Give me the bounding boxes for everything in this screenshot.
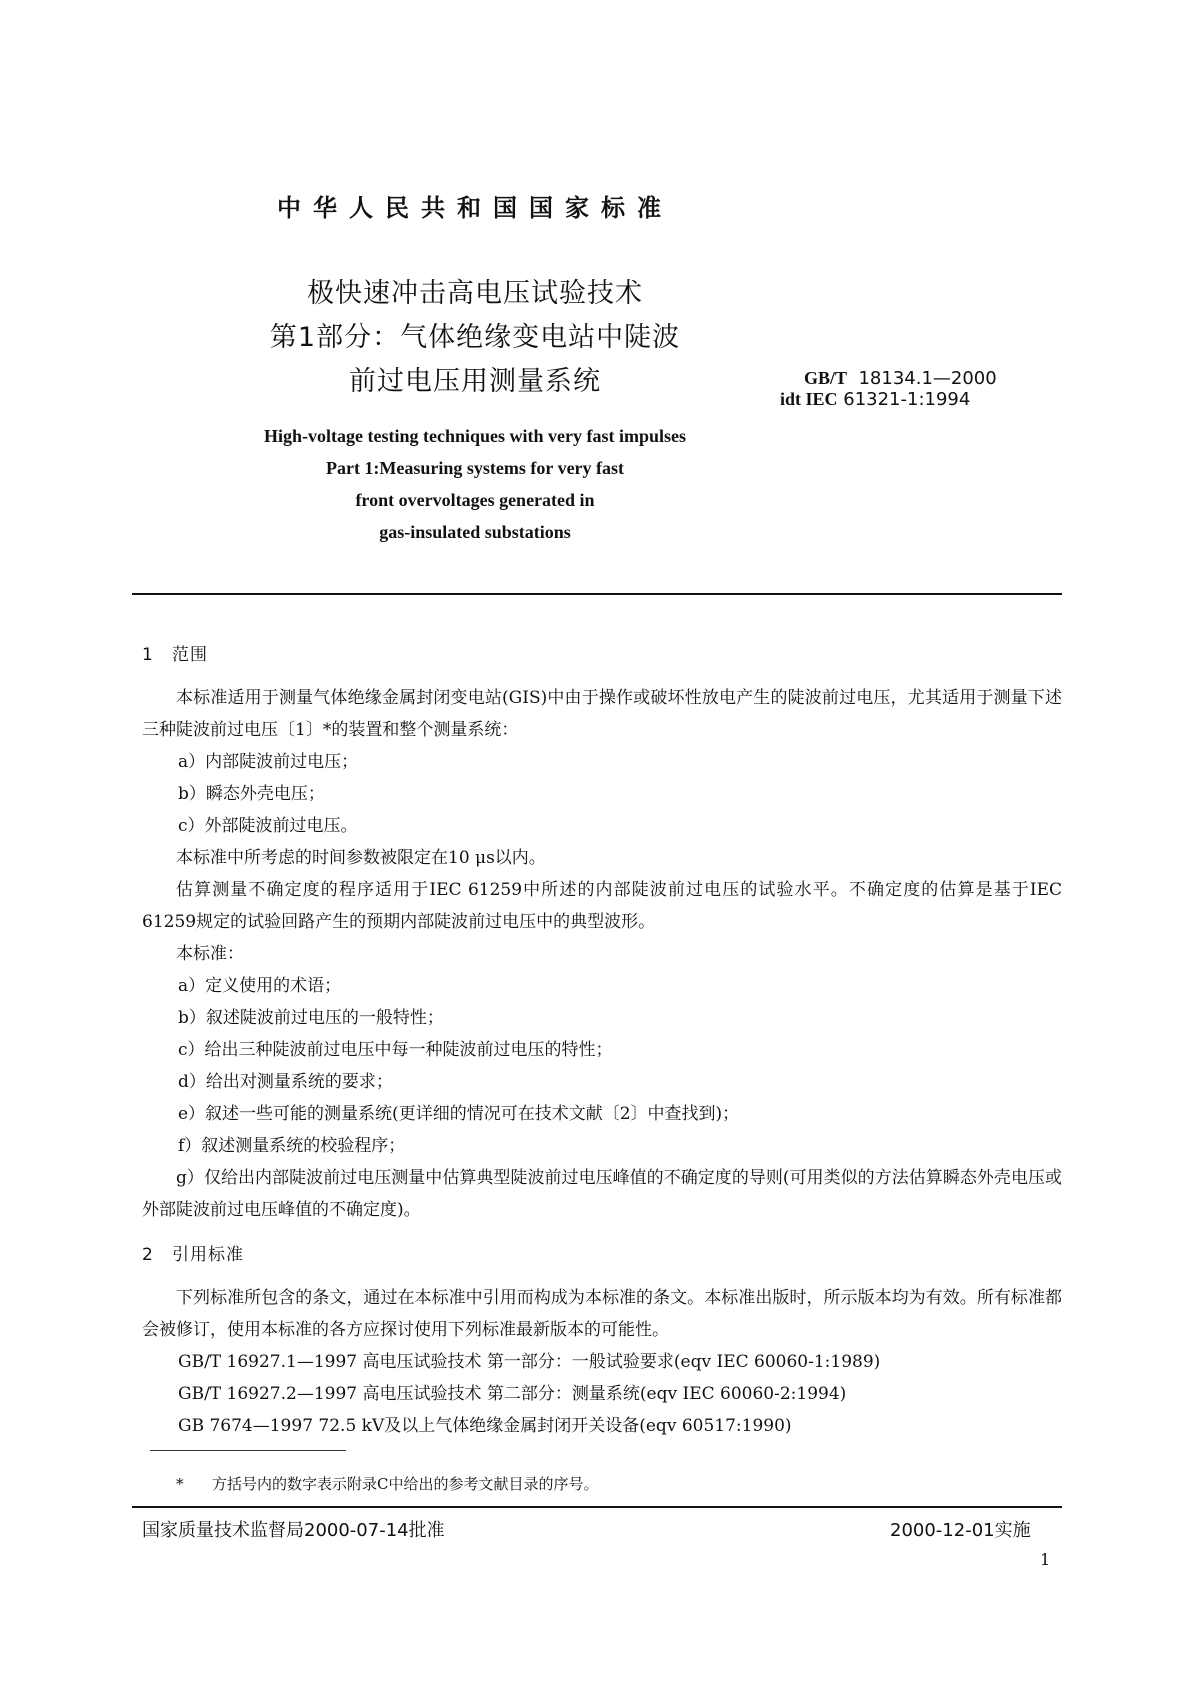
page-number: 1	[1040, 1550, 1051, 1569]
section-2-title: 引用标准	[172, 1245, 244, 1265]
english-title-line-4: gas-insulated substations	[379, 522, 571, 542]
standard-number: GB/T 18134.1—2000	[804, 368, 997, 389]
standard-number-block	[780, 368, 997, 410]
footnote-text: 方括号内的数字表示附录C中给出的参考文献目录的序号。	[212, 1475, 599, 1493]
standard-intro-paragraph: 本标准：	[176, 944, 244, 964]
english-title-line-2: Part 1:Measuring systems for very fast	[325, 458, 625, 478]
list-item: c）外部陡波前过电压。	[178, 816, 358, 836]
section-1-heading	[142, 640, 208, 665]
approval-date: 国家质量技术监督局2000-07-14批准	[142, 1520, 445, 1541]
footnote-mark: *	[176, 1475, 184, 1493]
uncertainty-paragraph: 估算测量不确定度的程序适用于IEC 61259中所述的内部陡波前过电压的试验水平。不确定度的估算是基于IEC 61259规定的试验回路产生的预期内部陡波前过电压中的典型波形。	[142, 880, 1062, 932]
scope-paragraph: 本标准适用于测量气体绝缘金属封闭变电站(GIS)中由于操作或破坏性放电产生的陡波前过电压，尤其适用于测量下述三种陡波前过电压〔1〕*的装置和整个测量系统：	[142, 688, 1062, 740]
footer-divider	[132, 1506, 1062, 1508]
chinese-title-line-2: 第1部分：气体绝缘变电站中陡波	[269, 322, 681, 353]
section-1-number: 1	[142, 645, 154, 665]
list-item: b）叙述陡波前过电压的一般特性；	[178, 1008, 444, 1028]
list-item: f）叙述测量系统的校验程序；	[178, 1136, 406, 1156]
list-item: a）内部陡波前过电压；	[178, 752, 359, 772]
chinese-title-line-3: 前过电压用测量系统	[349, 366, 601, 397]
english-title	[0, 420, 950, 548]
list-item: d）给出对测量系统的要求；	[178, 1072, 393, 1092]
chinese-title-line-1: 极快速冲击高电压试验技术	[307, 278, 643, 309]
english-title-line-3: front overvoltages generated in	[355, 490, 595, 510]
list-item: b）瞬态外壳电压；	[178, 784, 325, 804]
section-1-title: 范围	[172, 645, 208, 665]
footnote-divider	[150, 1450, 346, 1451]
list-item: c）给出三种陡波前过电压中每一种陡波前过电压的特性；	[178, 1040, 613, 1060]
section-1-body	[142, 682, 1062, 1226]
list-item: a）定义使用的术语；	[178, 976, 342, 996]
implementation-date: 2000-12-01实施	[890, 1520, 1031, 1541]
list-item: e）叙述一些可能的测量系统(更详细的情况可在技术文献〔2〕中查找到)；	[178, 1104, 740, 1124]
section-2-number: 2	[142, 1245, 154, 1265]
reference-item: GB 7674—1997 72.5 kV及以上气体绝缘金属封闭开关设备(eqv 60517:1990)	[178, 1416, 792, 1436]
reference-item: GB/T 16927.1—1997 高电压试验技术 第一部分：一般试验要求(eqv IEC 60060-1:1989)	[178, 1352, 881, 1372]
header-divider	[132, 593, 1062, 595]
normative-refs-paragraph: 下列标准所包含的条文，通过在本标准中引用而构成为本标准的条文。本标准出版时，所示版本均为有效。所有标准都会被修订，使用本标准的各方应探讨使用下列标准最新版本的可能性。	[142, 1288, 1062, 1340]
reference-item: GB/T 16927.2—1997 高电压试验技术 第二部分：测量系统(eqv IEC 60060-2:1994)	[178, 1384, 847, 1404]
section-2-heading	[142, 1240, 244, 1265]
english-title-line-1: High-voltage testing techniques with very fast impulses	[264, 426, 686, 446]
identical-standard: idt IEC 61321-1:1994	[780, 389, 971, 410]
national-standard-heading: 中华人民共和国国家标准	[277, 194, 673, 222]
footnote	[176, 1473, 598, 1494]
list-item-g: g）仅给出内部陡波前过电压测量中估算典型陡波前过电压峰值的不确定度的导则(可用类似的方法估算瞬态外壳电压或外部陡波前过电压峰值的不确定度)。	[142, 1168, 1062, 1220]
time-parameter-paragraph: 本标准中所考虑的时间参数被限定在10 μs以内。	[176, 848, 546, 868]
section-2-body	[142, 1282, 1062, 1442]
